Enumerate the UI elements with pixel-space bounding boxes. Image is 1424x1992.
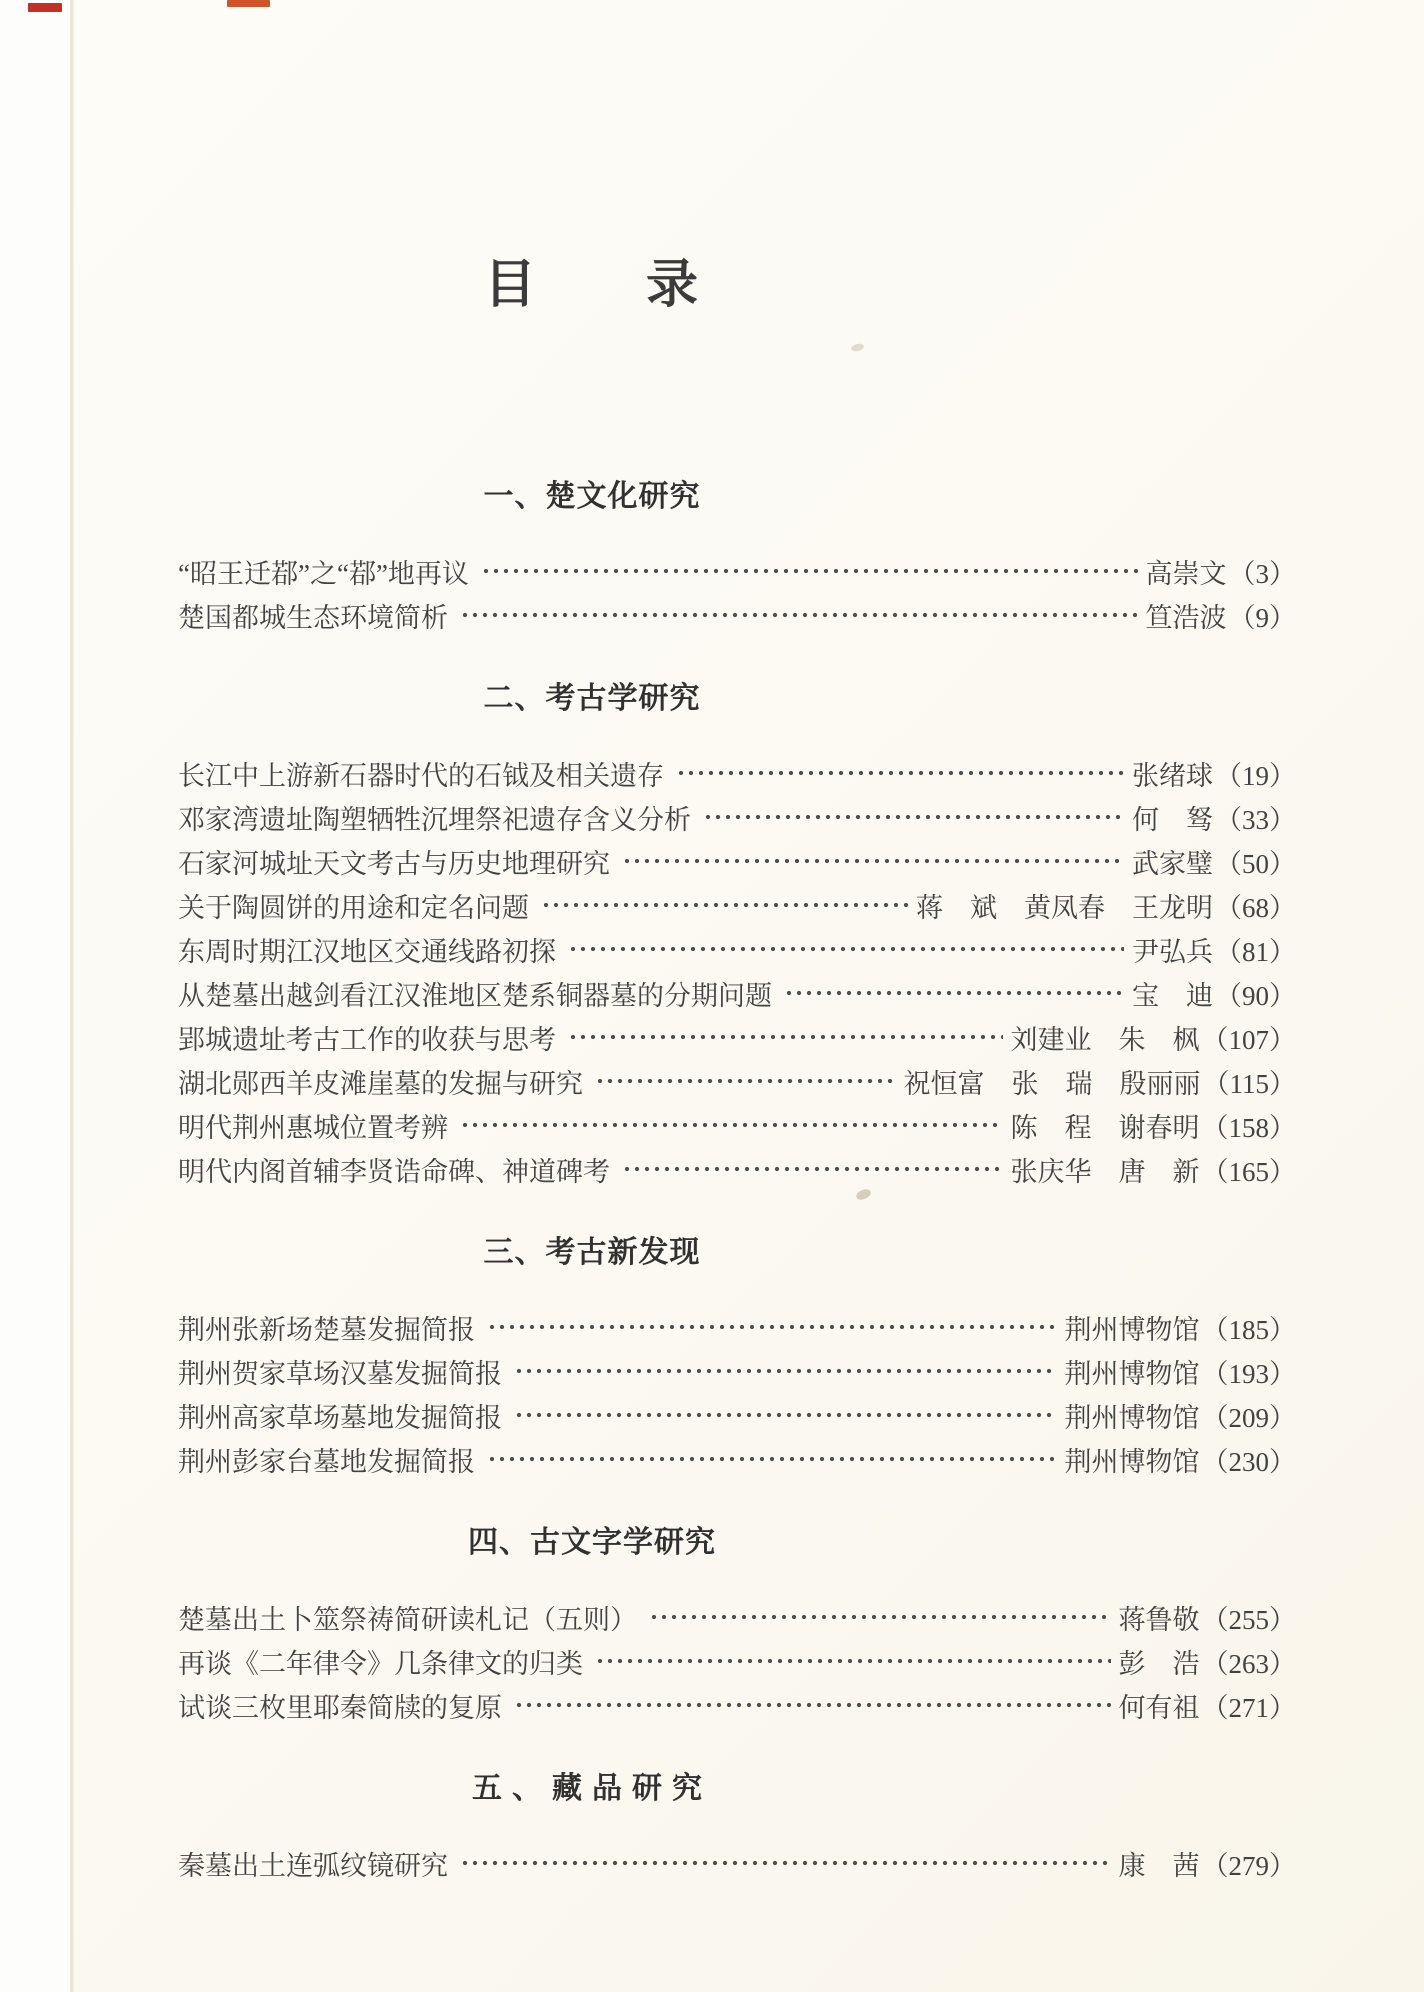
entry-authors: 武家璧 [1132, 848, 1213, 879]
dotted-leader [487, 1305, 1057, 1349]
entry-page-number: （185） [1201, 1314, 1296, 1345]
entry-title: 荆州张新场楚墓发掘简报 [178, 1314, 475, 1345]
dotted-leader [460, 593, 1138, 637]
toc-entry [178, 1305, 1296, 1349]
entry-authors: 荆州博物馆 [1064, 1446, 1200, 1477]
entry-page-number: （165） [1201, 1156, 1296, 1187]
toc-entry [178, 1393, 1296, 1437]
entry-page-number: （33） [1215, 804, 1296, 835]
entry-page-number: （9） [1228, 602, 1296, 633]
section-heading: 四、古文字学研究 [468, 1526, 716, 1559]
toc-entry [178, 1841, 1296, 1885]
dotted-leader [568, 927, 1124, 971]
toc-entry [178, 1595, 1296, 1639]
dotted-leader [568, 1015, 1003, 1059]
dotted-leader [460, 1103, 1003, 1147]
entry-title: 荆州彭家台墓地发掘简报 [178, 1446, 475, 1477]
entry-title: 试谈三枚里耶秦简牍的复原 [178, 1692, 502, 1723]
entry-title: 长江中上游新石器时代的石钺及相关遗存 [178, 760, 664, 791]
toc-entry [178, 1683, 1296, 1727]
toc-entry [178, 883, 1296, 927]
toc-entry [178, 971, 1296, 1015]
entry-authors: 蒋 斌 黄凤春 王龙明 [916, 892, 1213, 923]
toc-section-2 [178, 679, 1296, 1191]
entry-title: 荆州高家草场墓地发掘简报 [178, 1402, 502, 1433]
dotted-leader [481, 549, 1138, 593]
entry-page-number: （255） [1201, 1604, 1296, 1635]
entry-page-number: （90） [1215, 980, 1296, 1011]
entry-authors: 祝恒富 张 瑞 殷丽丽 [903, 1068, 1201, 1099]
entry-page-number: （81） [1215, 936, 1296, 967]
entry-page-number: （107） [1201, 1024, 1296, 1055]
entry-authors: 荆州博物馆 [1064, 1402, 1200, 1433]
dotted-leader [514, 1393, 1057, 1437]
dotted-leader [541, 883, 908, 927]
entry-authors: 刘建业 朱 枫 [1010, 1024, 1200, 1055]
dotted-leader [514, 1349, 1057, 1393]
entry-authors: 尹弘兵 [1132, 936, 1213, 967]
section-heading: 二、考古学研究 [483, 682, 701, 715]
entry-title: 邓家湾遗址陶塑牺牲沉埋祭祀遗存含义分析 [178, 804, 691, 835]
entry-title: 东周时期江汉地区交通线路初探 [178, 936, 556, 967]
entry-title: 关于陶圆饼的用途和定名问题 [178, 892, 529, 923]
entry-page-number: （230） [1201, 1446, 1296, 1477]
entry-authors: 陈 程 谢春明 [1010, 1112, 1200, 1143]
toc-entry [178, 1103, 1296, 1147]
entry-authors: 张庆华 唐 新 [1010, 1156, 1200, 1187]
section-heading: 三、考古新发现 [483, 1236, 701, 1269]
toc-section-5 [178, 1769, 1296, 1885]
entry-page-number: （50） [1215, 848, 1296, 879]
entry-authors: 康 茜 [1118, 1850, 1200, 1881]
entry-title: 明代荆州惠城位置考辨 [178, 1112, 448, 1143]
entry-title: 石家河城址天文考古与历史地理研究 [178, 848, 610, 879]
dotted-leader [460, 1841, 1111, 1885]
page-title: 目 录 [483, 257, 700, 314]
toc-section-1 [178, 477, 1296, 637]
toc-entry [178, 1349, 1296, 1393]
entry-title: 湖北郧西羊皮滩崖墓的发掘与研究 [178, 1068, 583, 1099]
entry-page-number: （263） [1201, 1648, 1296, 1679]
dotted-leader [514, 1683, 1111, 1727]
toc-content [178, 0, 1296, 1885]
dotted-leader [649, 1595, 1111, 1639]
section-heading: 一、楚文化研究 [483, 480, 701, 513]
toc-section-4 [178, 1523, 1296, 1727]
entry-page-number: （158） [1201, 1112, 1296, 1143]
dotted-leader [595, 1639, 1111, 1683]
entry-title: 再谈《二年律令》几条律文的归类 [178, 1648, 583, 1679]
entry-page-number: （19） [1215, 760, 1296, 791]
entry-page-number: （115） [1202, 1068, 1296, 1099]
entry-title: “昭王迁鄀”之“鄀”地再议 [178, 558, 469, 589]
entry-page-number: （3） [1228, 558, 1296, 589]
page-crease-line [70, 0, 74, 1992]
entry-title: 楚国都城生态环境简析 [178, 602, 448, 633]
entry-page-number: （271） [1201, 1692, 1296, 1723]
entry-authors: 荆州博物馆 [1064, 1314, 1200, 1345]
section-heading: 五、藏品研究 [472, 1772, 712, 1805]
entry-authors: 荆州博物馆 [1064, 1358, 1200, 1389]
toc-entry [178, 1437, 1296, 1481]
toc-section-3 [178, 1233, 1296, 1481]
toc-entry [178, 549, 1296, 593]
entry-title: 郢城遗址考古工作的收获与思考 [178, 1024, 556, 1055]
entry-authors: 何 驽 [1132, 804, 1213, 835]
entry-authors: 蒋鲁敬 [1118, 1604, 1200, 1635]
toc-entry [178, 1059, 1296, 1103]
entry-authors: 张绪球 [1132, 760, 1213, 791]
dotted-leader [703, 795, 1124, 839]
toc-entry [178, 1015, 1296, 1059]
toc-entry [178, 1147, 1296, 1191]
scan-mark-red [28, 3, 62, 12]
entry-page-number: （68） [1215, 892, 1296, 923]
entry-title: 楚墓出土卜筮祭祷简研读札记（五则） [178, 1604, 637, 1635]
dotted-leader [622, 1147, 1003, 1191]
toc-entry [178, 593, 1296, 637]
toc-entry [178, 839, 1296, 883]
entry-page-number: （279） [1201, 1850, 1296, 1881]
entry-page-number: （209） [1201, 1402, 1296, 1433]
entry-authors: 彭 浩 [1118, 1648, 1200, 1679]
entry-title: 从楚墓出越剑看江汉淮地区楚系铜器墓的分期问题 [178, 980, 772, 1011]
entry-authors: 笪浩波 [1145, 602, 1227, 633]
toc-entry [178, 1639, 1296, 1683]
entry-title: 秦墓出土连弧纹镜研究 [178, 1850, 448, 1881]
dotted-leader [595, 1059, 896, 1103]
entry-authors: 高崇文 [1145, 558, 1227, 589]
toc-entry [178, 927, 1296, 971]
page-edge-strip [0, 0, 70, 1992]
entry-authors: 宝 迪 [1132, 980, 1213, 1011]
dotted-leader [676, 751, 1124, 795]
entry-title: 荆州贺家草场汉墓发掘简报 [178, 1358, 502, 1389]
dotted-leader [784, 971, 1124, 1015]
dotted-leader [622, 839, 1124, 883]
entry-title: 明代内阁首辅李贤诰命碑、神道碑考 [178, 1156, 610, 1187]
entry-authors: 何有祖 [1118, 1692, 1200, 1723]
entry-page-number: （193） [1201, 1358, 1296, 1389]
dotted-leader [487, 1437, 1057, 1481]
toc-entry [178, 795, 1296, 839]
toc-entry [178, 751, 1296, 795]
